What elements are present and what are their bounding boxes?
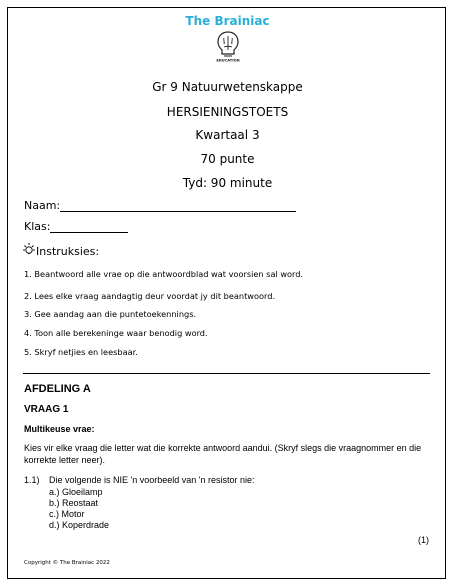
- instructions-heading-text: Instruksies:: [36, 245, 100, 258]
- question-type: Multikeuse vrae:: [24, 424, 95, 434]
- instructions-heading: [22, 242, 99, 258]
- section-title: AFDELING A: [24, 383, 91, 395]
- section-instruction: Kies vir elke vraag die letter wat die korrekte antwoord aandui. (Skryf slegs die vraagnommer en die korrekte letter neer).: [24, 443, 422, 465]
- option-d: d.) Koperdrade: [49, 520, 110, 530]
- name-blank[interactable]: [60, 201, 296, 212]
- class-field: [24, 220, 128, 233]
- option-b: b.) Reostaat: [49, 498, 99, 508]
- option-c: c.) Motor: [49, 509, 85, 519]
- question-number: 1.1): [24, 475, 40, 485]
- instruction-item: 2. Lees elke vraag aandagtig deur voordat jy dit beantwoord.: [24, 291, 276, 301]
- total-marks: 70 punte: [200, 152, 255, 166]
- brain-bulb-logo: [215, 30, 241, 66]
- name-field: [24, 199, 296, 212]
- name-label: Naam:: [24, 199, 61, 212]
- instruction-item: 4. Toon alle berekeninge waar benodig word.: [24, 328, 208, 338]
- time-allowed: Tyd: 90 minute: [182, 176, 273, 190]
- option-a: a.) Gloeilamp: [49, 487, 103, 497]
- class-blank[interactable]: [50, 222, 128, 233]
- instruction-item: 3. Gee aandag aan die puntetoekennings.: [24, 309, 197, 319]
- term: Kwartaal 3: [195, 128, 260, 142]
- question-marks: (1): [418, 535, 429, 545]
- lightbulb-icon: [22, 242, 36, 258]
- question-text: Die volgende is NIE 'n voorbeeld van 'n resistor nie:: [49, 475, 255, 485]
- brand-title: The Brainiac: [185, 14, 270, 28]
- instruction-item: 5. Skryf netjies en leesbaar.: [24, 347, 138, 357]
- test-type: HERSIENINGSTOETS: [166, 105, 289, 119]
- subject-title: Gr 9 Natuurwetenskappe: [152, 80, 303, 94]
- class-label: Klas:: [24, 220, 51, 233]
- copyright-footer: Copyright © The Brainiac 2022: [24, 560, 110, 566]
- logo-text: EDUCATION: [216, 58, 240, 63]
- section-divider: [23, 373, 430, 374]
- question-heading: VRAAG 1: [24, 404, 69, 415]
- instruction-item: 1. Beantwoord alle vrae op die antwoordblad wat voorsien sal word.: [24, 269, 304, 279]
